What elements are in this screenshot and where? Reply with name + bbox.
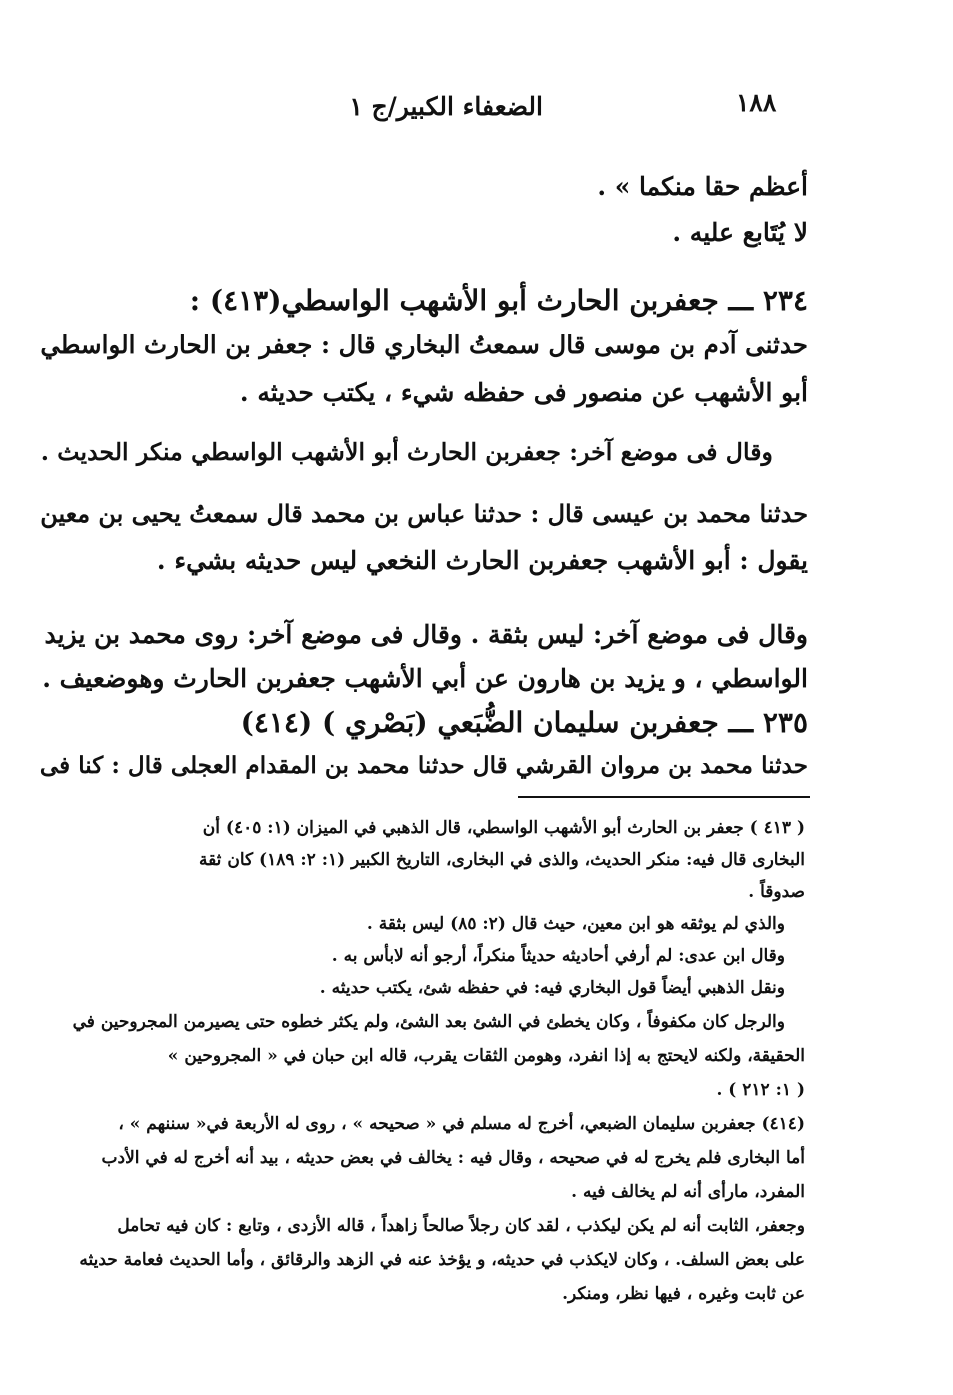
footnote-line-1: ( ٤١٣ ) جعفر بن الحارث أبو الأشهب الواسطي، قال الذهبي في الميزان (١: ٤٠٥) أن (202, 818, 805, 838)
entry-235-title: ٢٣٥ ـــ جعفربن سليمان الضُّبَعي (بَصْري ) (٤١٤) (240, 706, 808, 739)
page-number: ١٨٨ (736, 88, 777, 117)
footnote-line-3: صدوقاً . (748, 882, 805, 902)
footnote-line-9: ( ١: ٢١٢ ) . (716, 1080, 805, 1100)
footnote-line-12: المفرد، مارأى أنه لم يخالف فيه . (571, 1182, 805, 1202)
entry-234-title: ٢٣٤ ـــ جعفربن الحارث أبو الأشهب الواسطي(٤١٣) : (189, 284, 808, 317)
footnote-line-6: ونقل الذهبي أيضاً قول البخاري فيه: في حفظه شئ، يكتب حديثه . (319, 978, 785, 998)
footnote-line-8: الحقيقة، ولكنه لايحتج به إذا انفرد، وهومن الثقات يقرب، قاله ابن حبان في « المجروحين » (167, 1046, 805, 1066)
main-line-2: لا يُتَابع عليه . (672, 218, 808, 247)
main-line-9: وقال فى موضع آخر: ليس بثقة . وقال فى موضع آخر: روى محمد بن يزيد (44, 620, 808, 649)
footnote-line-5: وقال ابن عدى: لم أرفي أحاديثه حديثاً منكراً، أرجو أنه لابأس به . (331, 946, 785, 966)
footnote-line-4: والذي لم يوثقه هو ابن معين، حيث قال (٢: ٨٥) ليس بثقة . (366, 914, 785, 934)
footnote-line-7: والرجل كان مكفوفاً ، وكان يخطئ في الشئ بعد الشئ، ولم يكثر خطوه حتى يصيرمن المجروحين في (72, 1012, 785, 1032)
main-line-1: أعظم حقا منكما » . (597, 172, 808, 201)
main-line-10: الواسطي ، و يزيد بن هارون عن أبي الأشهب جعفربن الحارث وهوضعيف . (42, 664, 808, 693)
running-title: الضعفاء الكبير/ج ١ (349, 92, 543, 121)
footnote-line-13: وجعفر، الثابت أنه لم يكن ليكذب ، لقد كان رجلاً صالحاً زاهداً ، قاله الأزدى ، وتابع : كان فيه تحامل (117, 1216, 805, 1236)
footnote-line-15: عن ثابت وغيره ، فيها نظر، ومنكر. (562, 1284, 805, 1304)
main-line-7: حدثنا محمد بن عيسى قال : حدثنا عباس بن محمد قال سمعتُ يحيى بن معين (40, 500, 808, 528)
footnote-line-11: أما البخارى فلم يخرج له في صحيحه ، وقال فيه : يخالف في بعض حديثه ، بيد أنه أخرج له في الأدب (101, 1148, 805, 1168)
main-line-12: حدثنا محمد بن مروان القرشي قال حدثنا محمد بن المقدام العجلى قال : كنا فى (39, 752, 808, 779)
footnote-separator (518, 796, 810, 798)
main-line-6: وقال فى موضع آخر: جعفربن الحارث أبو الأشهب الواسطي منكر الحديث . (40, 438, 773, 466)
main-line-8: يقول : أبو الأشهب جعفربن الحارث النخعي ليس حديثه بشيء . (156, 546, 808, 575)
footnote-line-10: (٤١٤) جعفربن سليمان الضبعي، أخرج له مسلم في « صحيحه » ، روى له الأربعة في« سننهم » ، (118, 1114, 805, 1134)
main-line-4: حدثنى آدم بن موسى قال سمعتُ البخاري قال : جعفر بن الحارث الواسطي (40, 330, 808, 359)
footnote-line-2: البخارى قال فيه: منكر الحديث، والذى في البخارى، التاريخ الكبير (١: ٢: ١٨٩) كان ثقة (198, 850, 805, 870)
footnote-line-14: على بعض السلف. ، وكان لايكذب في حديثه، و يؤخذ عنه في الزهد والرقائق ، وأما الحديث فعامة حديثه (79, 1250, 805, 1270)
main-line-5: أبو الأشهب عن منصور فى حفظه شيء ، يكتب حديثه . (239, 378, 808, 407)
